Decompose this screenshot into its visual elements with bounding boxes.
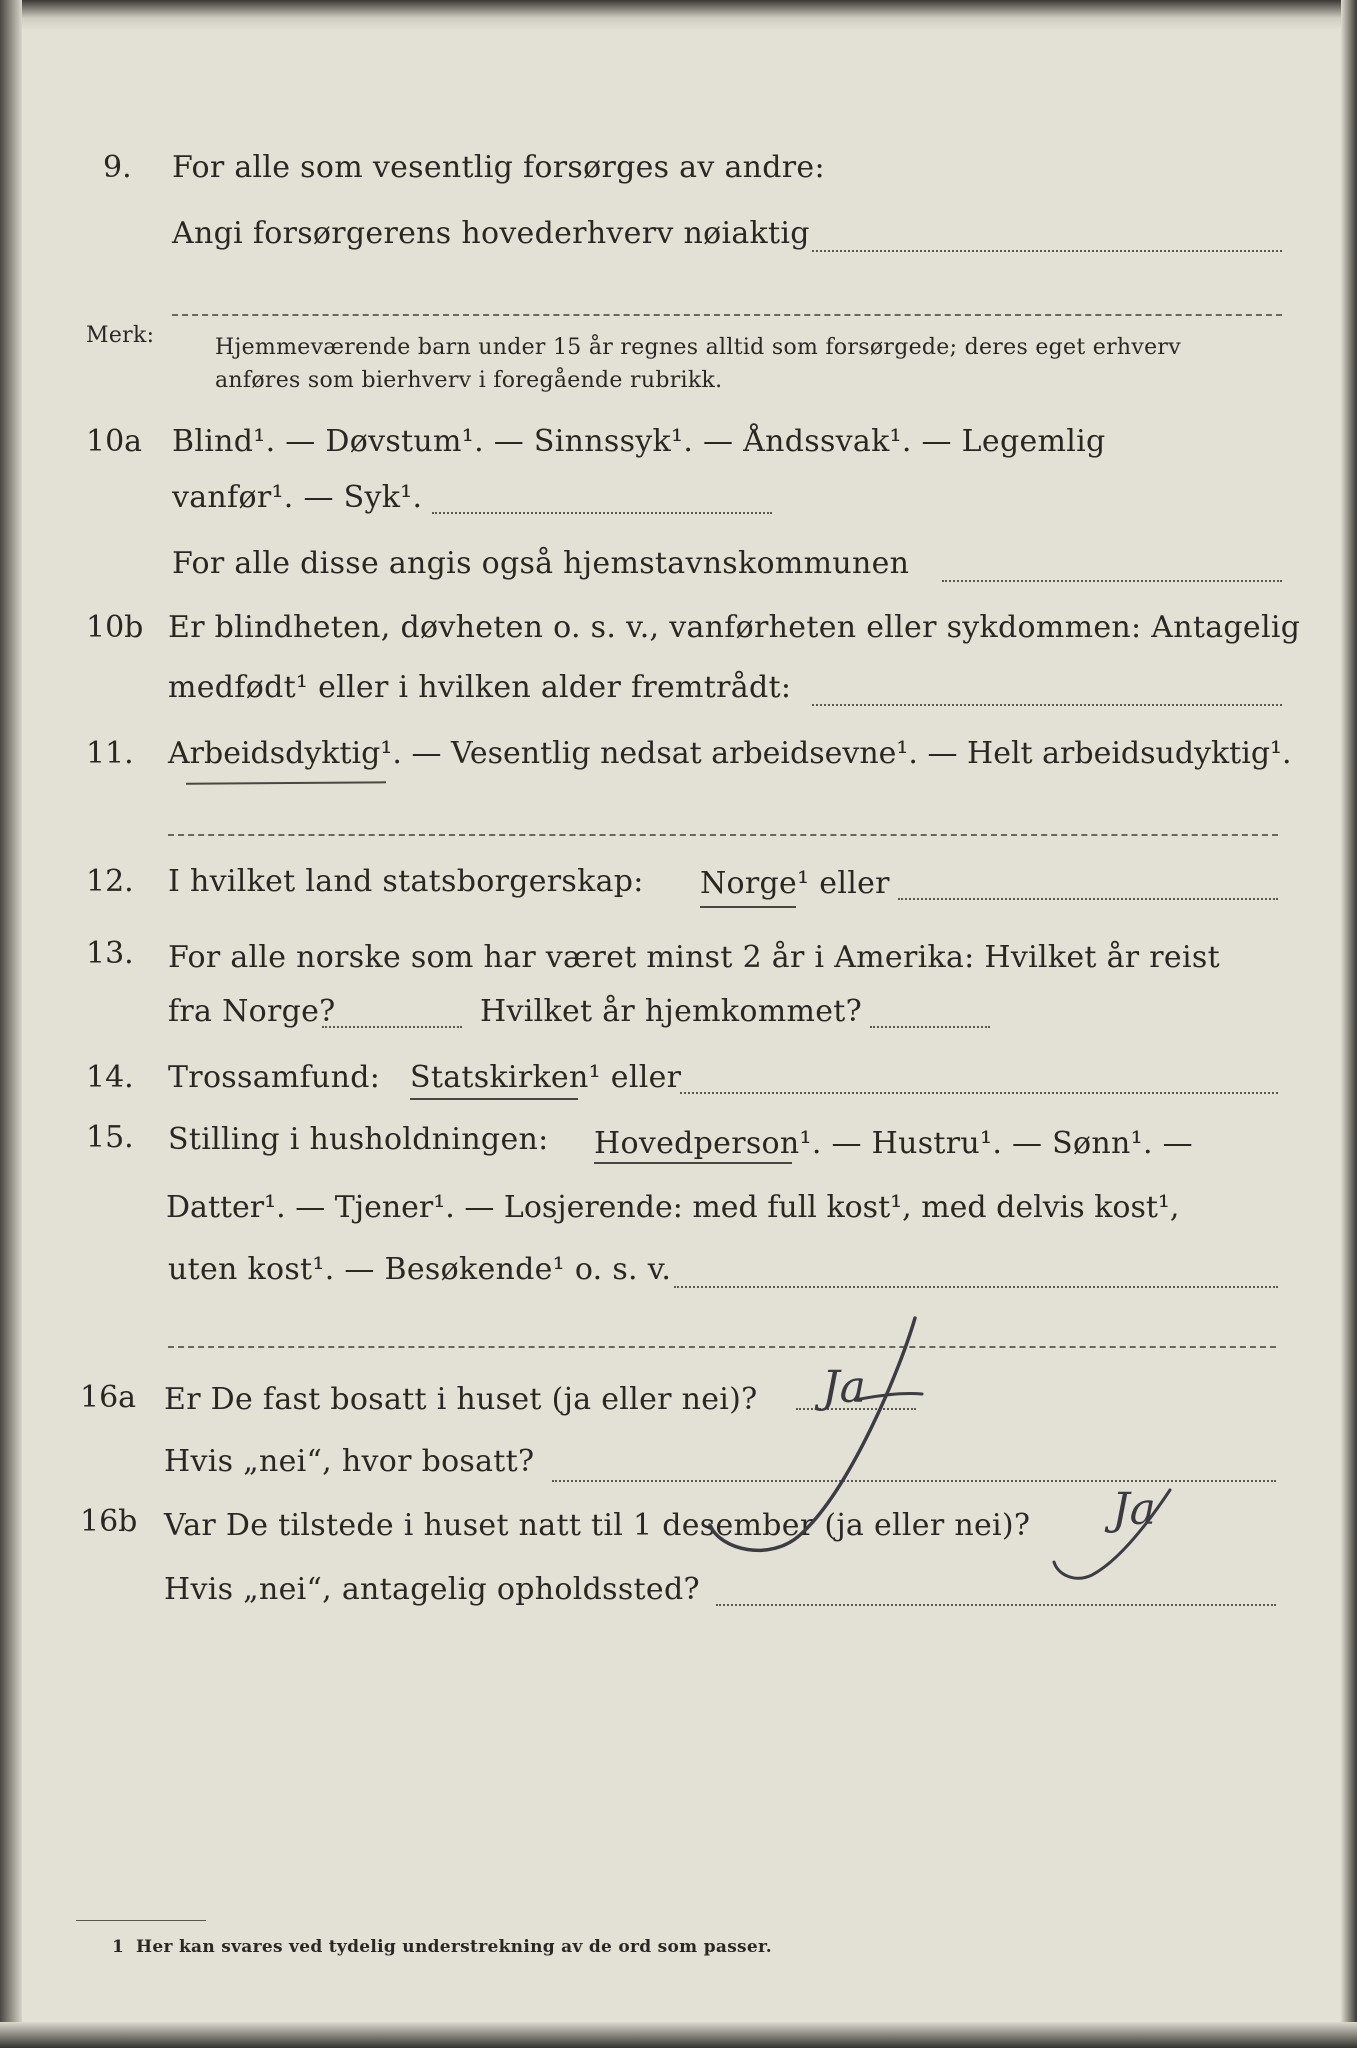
q14-answer-line — [680, 1092, 1278, 1094]
q13-number: 13. — [86, 936, 134, 971]
handwriting-strokes-16b — [1040, 1460, 1200, 1600]
q13-reist-line — [322, 1026, 462, 1028]
q15-underline-hovedperson — [594, 1162, 792, 1164]
q15-text-line1: Stilling i husholdningen: — [168, 1122, 549, 1157]
page-edge-left — [0, 0, 22, 2048]
q12-text: I hvilket land statsborgerskap: — [168, 864, 644, 899]
q13-text-line2b: Hvilket år hjemkommet? — [480, 994, 863, 1029]
q16a-text-line2: Hvis „nei“, hvor bosatt? — [164, 1444, 535, 1479]
page-edge-top — [0, 0, 1357, 30]
q9-text-line1: For alle som vesentlig forsørges av andre: — [172, 150, 825, 185]
q10a-text-line1: Blind¹. — Døvstum¹. — Sinnssyk¹. — Åndssvak¹. — Legemlig — [172, 424, 1106, 459]
q9-answer-line-2 — [172, 314, 1282, 316]
q10b-answer-line — [812, 704, 1282, 706]
q16b-text-line2: Hvis „nei“, antagelig opholdssted? — [164, 1572, 700, 1607]
q16a-text-line1: Er De fast bosatt i huset (ja eller nei)? — [164, 1382, 758, 1417]
footnote-text: Her kan svares ved tydelig understrekning av de ord som passer. — [136, 1937, 772, 1957]
q15-text-line3: uten kost¹. — Besøkende¹ o. s. v. — [168, 1252, 672, 1287]
q15-answer-line — [674, 1286, 1278, 1288]
q15-number: 15. — [86, 1120, 134, 1155]
q16a-number: 16a — [80, 1380, 137, 1415]
q11-text-line1: Arbeidsdyktig¹. — Vesentlig nedsat arbeidsevne¹. — Helt arbeidsudyktig¹. — [168, 736, 1292, 771]
q15-text-line2: Datter¹. — Tjener¹. — Losjerende: med full kost¹, med delvis kost¹, — [166, 1190, 1180, 1225]
q16b-number: 16b — [80, 1504, 138, 1539]
q13-hjemkommet-line — [870, 1026, 990, 1028]
q12-underline-norge — [700, 906, 796, 908]
q16b-handwritten-answer: Ja — [1112, 1484, 1156, 1535]
q10a-number: 10a — [86, 424, 143, 459]
q11-underline-arbeidsdyktig — [186, 781, 386, 784]
q16a-handwritten-answer: Ja — [822, 1362, 866, 1413]
page-edge-bottom — [0, 2022, 1357, 2048]
q14-number: 14. — [86, 1060, 134, 1095]
handwriting-strokes-16a — [690, 1300, 990, 1630]
q13-text-line2a: fra Norge? — [168, 994, 336, 1029]
q12-number: 12. — [86, 864, 134, 899]
merk-label: Merk: — [86, 323, 155, 348]
q15-text-line1b: Hovedperson¹. — Hustru¹. — Sønn¹. — — [594, 1126, 1193, 1161]
footnote-mark: 1 — [112, 1937, 125, 1957]
q10a-answer-line — [432, 512, 772, 514]
page-edge-right — [1341, 0, 1357, 2048]
q11-answer-line — [168, 834, 1278, 836]
merk-text-line2: anføres som bierhverv i foregående rubrikk. — [215, 368, 723, 393]
q9-answer-line — [812, 250, 1282, 252]
q16b-text-line1: Var De tilstede i huset natt til 1 desember (ja eller nei)? — [164, 1508, 1031, 1543]
q10b-number: 10b — [86, 610, 144, 645]
q14-choice: Statskirken¹ eller — [410, 1060, 682, 1095]
footnote-separator — [76, 1920, 206, 1921]
q13-text-line1: For alle norske som har været minst 2 år i Amerika: Hvilket år reist — [168, 940, 1220, 975]
q12-choice: Norge¹ eller — [700, 866, 890, 901]
q10a-text-line3: For alle disse angis også hjemstavnskommunen — [172, 546, 910, 581]
q12-answer-line — [898, 898, 1278, 900]
q14-underline-statskirken — [410, 1098, 578, 1100]
q10a-hometown-line — [942, 580, 1282, 582]
q9-number: 9. — [103, 150, 132, 185]
q9-text-line2: Angi forsørgerens hovederhverv nøiaktig — [172, 216, 810, 251]
q14-text: Trossamfund: — [168, 1060, 381, 1095]
q10b-text-line1: Er blindheten, døvheten o. s. v., vanførheten eller sykdommen: Antagelig — [168, 610, 1301, 645]
merk-text-line1: Hjemmeværende barn under 15 år regnes alltid som forsørgede; deres eget erhverv — [215, 335, 1181, 360]
q10a-text-line2: vanfør¹. — Syk¹. — [172, 480, 423, 515]
q10b-text-line2: medfødt¹ eller i hvilken alder fremtrådt: — [168, 670, 792, 705]
q11-number: 11. — [86, 736, 134, 771]
